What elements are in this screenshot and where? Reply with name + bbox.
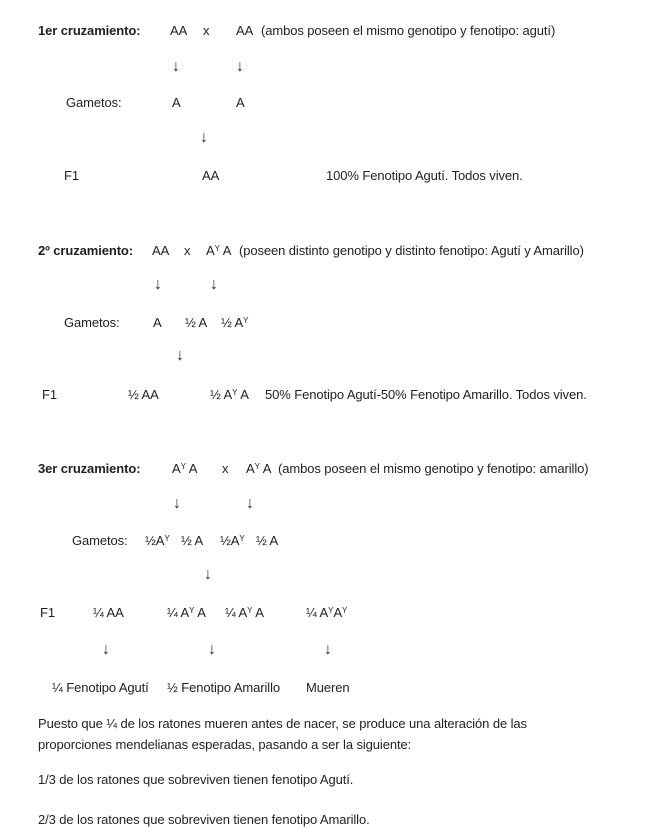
outcome-label-aguti: ¼ Fenotipo Agutí: [52, 680, 149, 695]
cross-2-merge-arrow-row: [0, 348, 653, 368]
cross-2-gametes-row: [0, 314, 653, 334]
down-arrow-icon: ↓: [324, 641, 332, 658]
cross-2-result: 50% Fenotipo Agutí-50% Fenotipo Amarillo. Todos viven.: [265, 387, 587, 402]
cross-3-parent-1: $A^Y$ A: [172, 461, 198, 476]
cross-3-gamete: $\frac{1}{2}A^Y$: [220, 533, 245, 548]
cross-1-result: 100% Fenotipo Agutí. Todos viven.: [326, 168, 523, 183]
cross-2-f1-row: [0, 386, 653, 406]
cross-2-f1-label: F1: [42, 387, 57, 402]
cross-3-f1-genotype: ¼ $A^Y$ A: [167, 605, 206, 620]
cross-1-arrows-row: [0, 59, 653, 79]
cross-2-arrows-row: [0, 277, 653, 297]
cross-2-note: (poseen distinto genotipo y distinto fenotipo: Agutí y Amarillo): [239, 243, 584, 258]
cross-1-parent-2: AA: [236, 23, 254, 38]
cross-1-f1-row: [0, 167, 653, 187]
conclusion-paragraph: Puesto que ¼ de los ratones mueren antes de nacer, se produce una alteración de las proporciones mendelianas esperadas, pasando a ser la siguiente:: [38, 716, 527, 752]
cross-3-gametes-label: Gametos:: [72, 533, 128, 548]
cross-2-parent-2: $A^Y$ A: [206, 243, 232, 258]
cross-3-gametes-row: [0, 532, 653, 552]
cross-1-gametes-row: [0, 94, 653, 114]
down-arrow-icon: ↓: [236, 58, 244, 75]
down-arrow-icon: ↓: [102, 641, 110, 658]
down-arrow-icon: ↓: [204, 566, 212, 583]
cross-2-f1-genotype: ½ AA: [128, 387, 159, 402]
cross-3-f1-genotype: ¼ $A^Y$ A: [225, 605, 264, 620]
cross-1-cross-symbol: x: [203, 23, 210, 38]
down-arrow-icon: ↓: [246, 495, 254, 512]
conclusion-line-amarillo: 2/3 de los ratones que sobreviven tienen fenotipo Amarillo.: [38, 812, 370, 827]
down-arrow-icon: ↓: [176, 347, 184, 364]
down-arrow-icon: ↓: [210, 276, 218, 293]
cross-3-gamete: ½ A: [181, 533, 204, 548]
cross-2-gamete: ½ A: [185, 315, 208, 330]
cross-3-f1-genotype: ¼ AA: [93, 605, 124, 620]
cross-2-parent-1: AA: [152, 243, 170, 258]
cross-3-outcome-labels-row: [0, 679, 653, 699]
down-arrow-icon: ↓: [200, 129, 208, 146]
cross-2-gamete: A: [153, 315, 162, 330]
cross-2-f1-genotype: ½ $A^Y$ A: [210, 387, 249, 402]
cross-3-outcome-arrows-row: [0, 642, 653, 662]
cross-3-merge-arrow-row: [0, 567, 653, 587]
cross-2-gamete: ½ $A^Y$: [221, 315, 249, 330]
down-arrow-icon: ↓: [154, 276, 162, 293]
cross-3-parents-row: [0, 460, 653, 480]
cross-3-parent-2: $A^Y$ A: [246, 461, 272, 476]
cross-1-parents-row: [0, 22, 653, 42]
cross-3-title: 3er cruzamiento:: [38, 461, 141, 476]
cross-1-gamete: A: [172, 95, 181, 110]
cross-1-f1-genotype: AA: [202, 168, 220, 183]
cross-1-gamete: A: [236, 95, 245, 110]
outcome-label-amarillo: ½ Fenotipo Amarillo: [167, 680, 280, 695]
cross-1-title: 1er cruzamiento:: [38, 23, 141, 38]
cross-2-title: 2º cruzamiento:: [38, 243, 133, 258]
cross-1-parent-1: AA: [170, 23, 188, 38]
cross-3-note: (ambos poseen el mismo genotipo y fenotipo: amarillo): [278, 461, 589, 476]
down-arrow-icon: ↓: [173, 495, 181, 512]
cross-3-arrows-row: [0, 496, 653, 516]
outcome-label-mueren: Mueren: [306, 680, 350, 695]
down-arrow-icon: ↓: [208, 641, 216, 658]
cross-3-f1-label: F1: [40, 605, 55, 620]
cross-3-f1-genotype: ¼ $A^YA^Y$: [306, 605, 348, 620]
cross-2-parents-row: [0, 242, 653, 262]
cross-3-f1-row: [0, 604, 653, 624]
cross-1-note: (ambos poseen el mismo genotipo y fenotipo: agutí): [261, 23, 556, 38]
cross-3-gamete: $\frac{1}{2}A^Y$: [145, 533, 170, 548]
cross-3-gamete: ½ A: [256, 533, 279, 548]
down-arrow-icon: ↓: [172, 58, 180, 75]
cross-1-gametes-label: Gametos:: [66, 95, 122, 110]
cross-2-gametes-label: Gametos:: [64, 315, 120, 330]
cross-1-merge-arrow-row: [0, 130, 653, 150]
cross-1-f1-label: F1: [64, 168, 79, 183]
cross-3-cross-symbol: x: [222, 461, 229, 476]
conclusion-line-aguti: 1/3 de los ratones que sobreviven tienen fenotipo Agutí.: [38, 772, 354, 787]
cross-2-cross-symbol: x: [184, 243, 191, 258]
